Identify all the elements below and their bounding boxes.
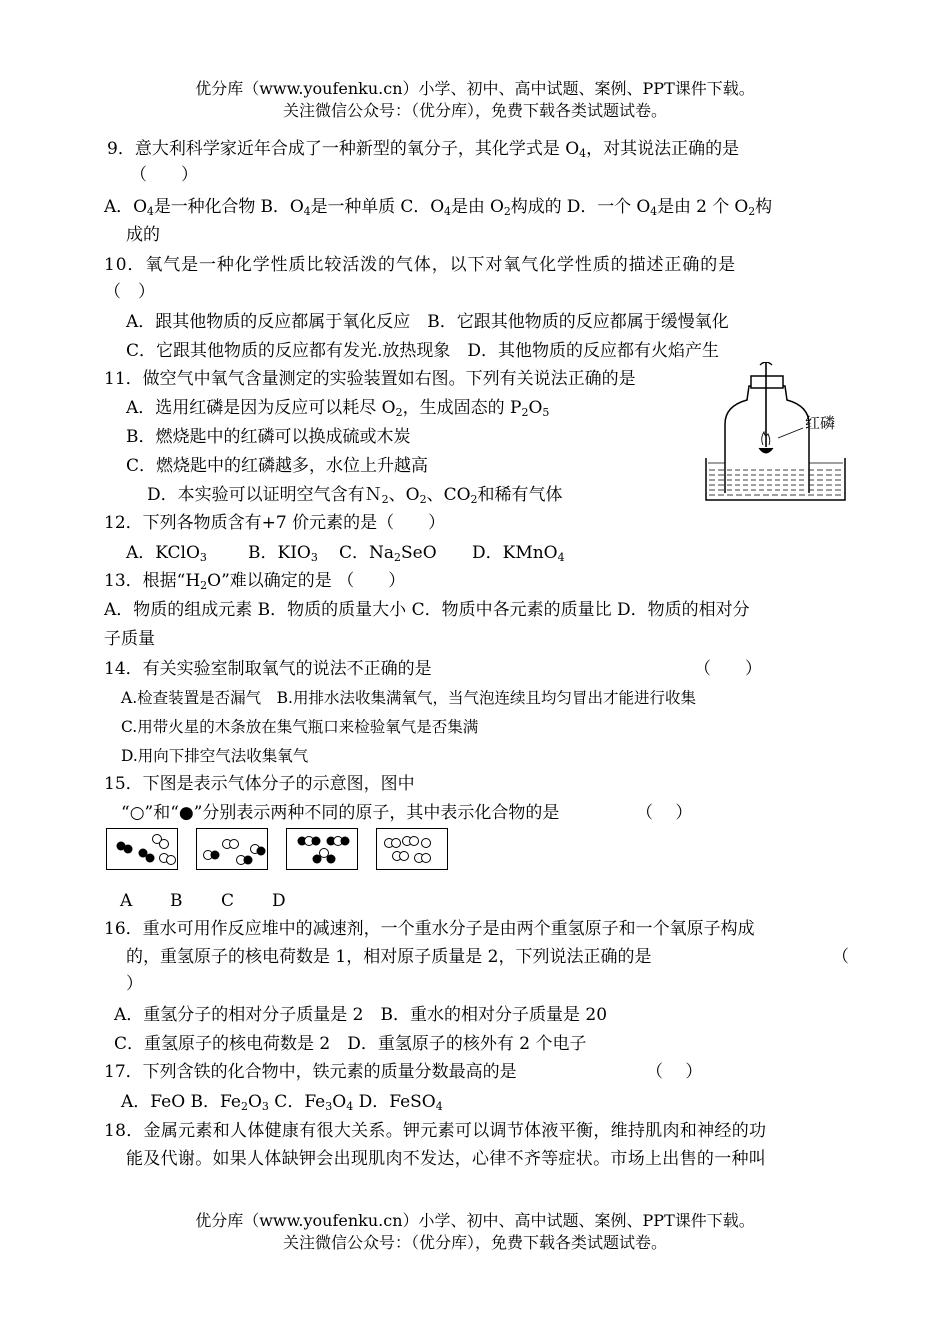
- q15-label-d: D: [272, 891, 286, 911]
- q16-paren-open: （: [832, 947, 849, 967]
- q14-options-ab: A.检查装置是否漏气 B.用排水法收集满氧气，当气泡连续且均匀冒出才能进行收集: [121, 689, 696, 707]
- molecule-box-a: [106, 828, 178, 870]
- q15-stem: 15．下图是表示气体分子的示意图，图中: [104, 774, 415, 794]
- q15-stem-cont: “○”和“●”分别表示两种不同的原子，其中表示化合物的是: [121, 803, 560, 823]
- red-phosphorus-label: 红磷: [805, 414, 836, 432]
- q12-stem: 12．下列各物质含有+7 价元素的是（ ）: [104, 513, 446, 533]
- q12-option-b: B．$KIO_3$: [248, 543, 318, 564]
- q18-stem: 18．金属元素和人体健康有很大关系。钾元素可以调节体液平衡，维持肌肉和神经的功: [104, 1121, 767, 1141]
- q11-option-d: D．本实验可以证明空气含有Ｎ$_2$、$O_2$、$CO_2$和稀有气体: [147, 485, 563, 506]
- q9-options: A．$O_4$是一种化合物 B．$O_4$是一种单质 C．$O_4$是由 $O_2$构成的 D．一个 $O_4$是由 2 个 $O_2$构: [104, 197, 773, 218]
- q17-options: A．FeO B．$Fe_2O_3$ C．$Fe_3O_4$ D．FeSO$_4$: [121, 1092, 443, 1113]
- page-footer-line1: 优分库（www.youfenku.cn）小学、初中、高中试题、案例、PPT课件下载。: [195, 1211, 755, 1230]
- q16-options-ab: A．重氢分子的相对分子质量是 2 B．重水的相对分子质量是 20: [114, 1005, 608, 1025]
- q11-option-c: C．燃烧匙中的红磷越多，水位上升越高: [126, 456, 429, 476]
- q14-stem: 14．有关实验室制取氧气的说法不正确的是: [104, 659, 432, 679]
- q14-option-c: C.用带火星的木条放在集气瓶口来检验氧气是否集满: [121, 718, 479, 736]
- q13-stem: 13．根据“$H_2O$”难以确定的是 （ ）: [104, 571, 406, 592]
- q12-option-d: D．KMnO$_4$: [472, 543, 565, 564]
- q11-option-b: B．燃烧匙中的红磷可以换成硫或木炭: [126, 427, 411, 447]
- q10-answer-paren: （ ）: [104, 282, 155, 302]
- q15-label-c: C: [221, 891, 235, 911]
- q14-answer-paren: （ ）: [694, 659, 762, 679]
- page-header-line2: 关注微信公众号：（优分库），免费下载各类试题试卷。: [282, 101, 667, 120]
- page-footer-line2: 关注微信公众号：（优分库），免费下载各类试题试卷。: [282, 1233, 667, 1252]
- q9-answer-paren: （ ）: [130, 165, 198, 185]
- q10-options-ab: A．跟其他物质的反应都属于氧化反应 B．它跟其他物质的反应都属于缓慢氧化: [126, 312, 729, 332]
- q11-stem: 11．做空气中氧气含量测定的实验装置如右图。下列有关说法正确的是: [104, 369, 636, 389]
- q16-paren-close: ）: [126, 974, 143, 994]
- q17-answer-paren: （ ）: [646, 1062, 703, 1082]
- q11-option-a: A．选用红磷是因为反应可以耗尽 $O_2$，生成固态的 $P_2O_5$: [126, 398, 550, 419]
- q16-options-cd: C．重氢原子的核电荷数是 2 D．重氢原子的核外有 2 个电子: [114, 1034, 587, 1054]
- q12-option-a: A．KClO$_3$: [126, 543, 207, 564]
- q14-option-d: D.用向下排空气法收集氧气: [121, 747, 309, 765]
- molecule-box-b: [196, 828, 268, 870]
- q10-options-cd: C．它跟其他物质的反应都有发光.放热现象 D．其他物质的反应都有火焰产生: [126, 341, 720, 361]
- q16-stem: 16．重水可用作反应堆中的减速剂，一个重水分子是由两个重氢原子和一个氧原子构成: [104, 919, 755, 939]
- q9-options-cont: 成的: [126, 225, 160, 245]
- q10-stem: 10．氧气是一种化学性质比较活泼的气体，以下对氧气化学性质的描述正确的是: [104, 255, 737, 275]
- q16-stem-cont: 的，重氢原子的核电荷数是 1，相对原子质量是 2，下列说法正确的是: [126, 947, 652, 967]
- q15-label-a: A: [120, 891, 133, 911]
- q9-stem: 9．意大利科学家近年合成了一种新型的氧分子，其化学式是 $O_4$，对其说法正确的是: [107, 139, 740, 160]
- oxygen-measurement-apparatus-figure: [703, 362, 853, 504]
- molecule-box-d: [376, 828, 448, 870]
- page-header-line1: 优分库（www.youfenku.cn）小学、初中、高中试题、案例、PPT课件下载。: [195, 79, 755, 98]
- molecule-box-c: [286, 828, 358, 870]
- q15-label-b: B: [170, 891, 183, 911]
- q17-stem: 17．下列含铁的化合物中，铁元素的质量分数最高的是: [104, 1062, 517, 1082]
- q12-option-c: C．$Na_2SeO$: [339, 543, 437, 564]
- q13-options: A．物质的组成元素 B．物质的质量大小 C．物质中各元素的质量比 D．物质的相对分: [104, 600, 750, 620]
- q13-options-cont: 子质量: [104, 629, 155, 649]
- q18-stem-cont: 能及代谢。如果人体缺钾会出现肌肉不发达，心律不齐等症状。市场上出售的一种叫: [126, 1149, 767, 1169]
- q15-answer-paren: （ ）: [636, 803, 693, 823]
